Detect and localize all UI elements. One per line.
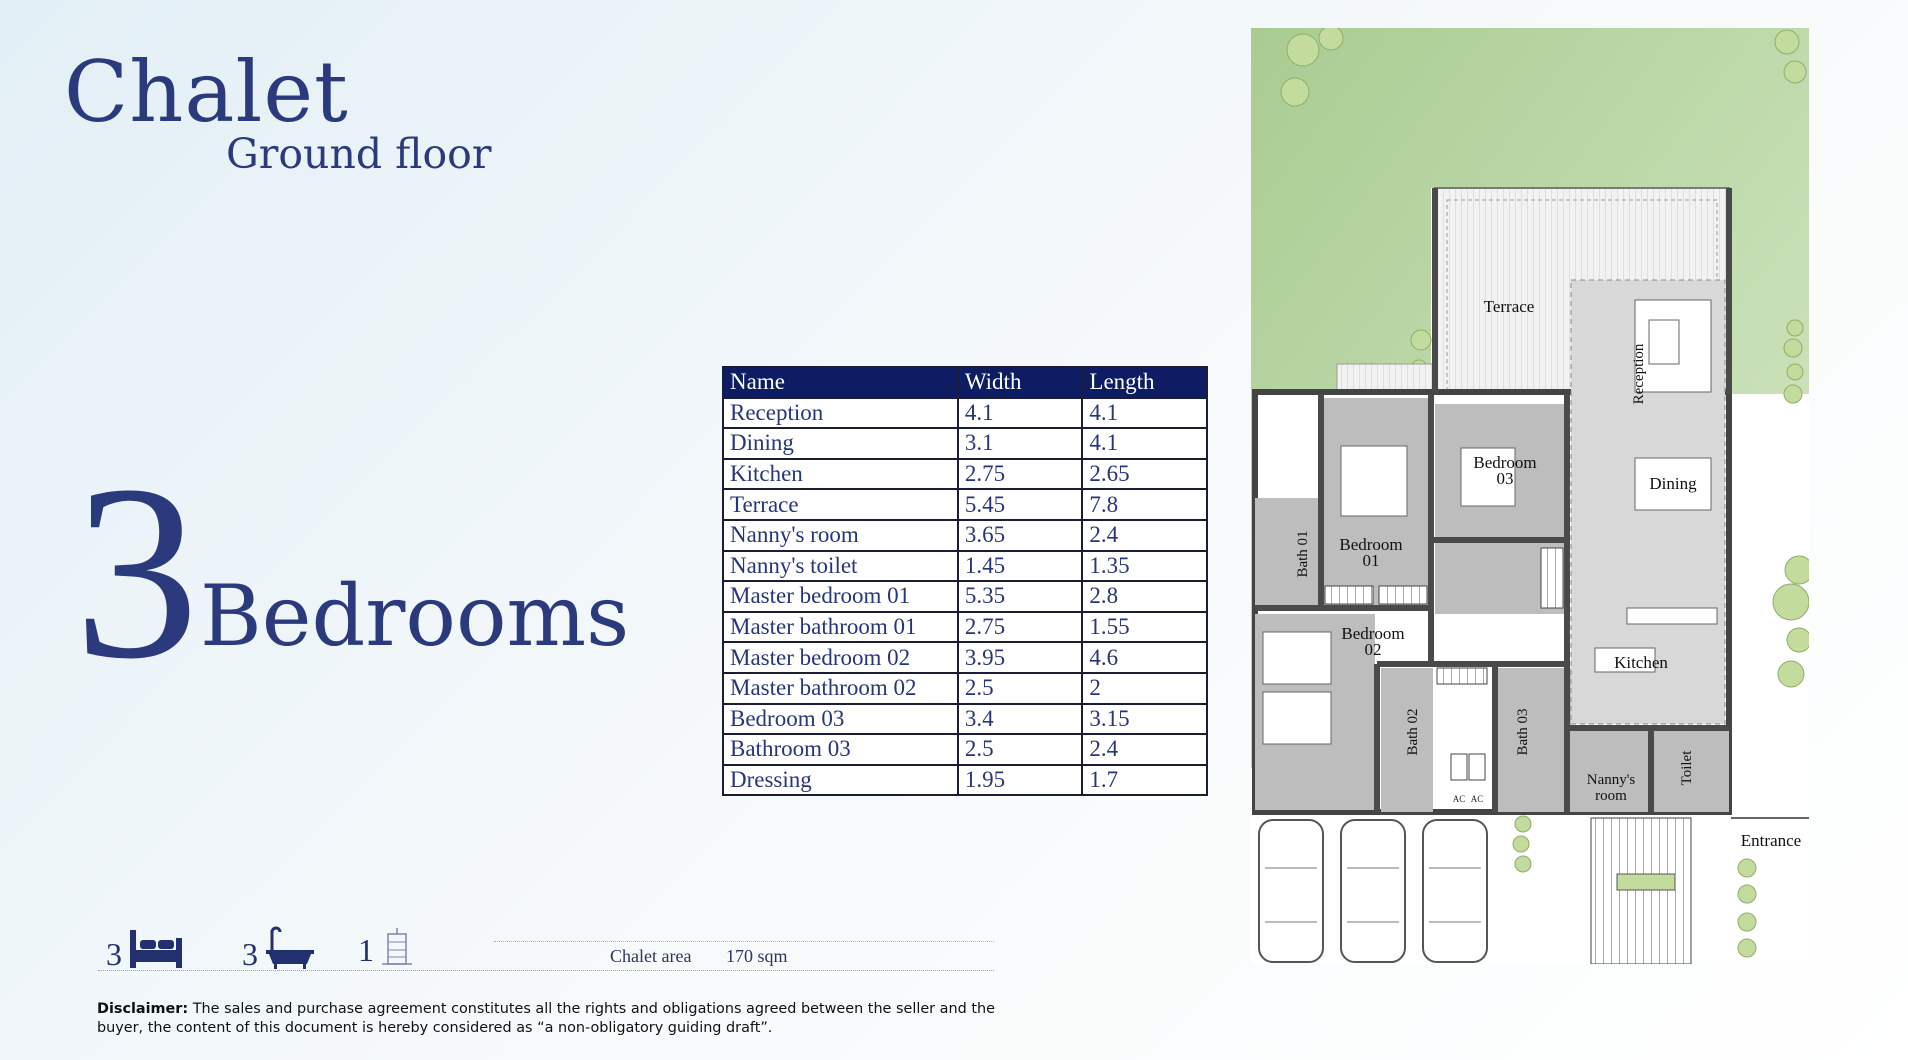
room-width: 3.65 <box>958 520 1083 551</box>
table-row <box>723 612 1207 643</box>
entrance-stairs <box>1591 818 1691 964</box>
room-name: Dressing <box>723 765 958 796</box>
floors-count: 1 <box>358 932 374 968</box>
table-row <box>723 581 1207 612</box>
table-row <box>723 673 1207 704</box>
room-width: 1.95 <box>958 765 1083 796</box>
label-bedroom02-number: 02 <box>1364 640 1382 659</box>
room-length: 1.55 <box>1082 612 1207 643</box>
room-width: 2.5 <box>958 673 1083 704</box>
room-width: 3.4 <box>958 704 1083 735</box>
label-reception: Reception <box>1631 343 1647 405</box>
label-bath03: Bath 03 <box>1515 708 1531 756</box>
room-name: Reception <box>723 398 958 429</box>
room-name: Bedroom 03 <box>723 704 958 735</box>
label-terrace: Terrace <box>1483 297 1535 316</box>
room-name: Nanny's toilet <box>723 551 958 582</box>
page-subtitle: Ground floor <box>226 130 492 178</box>
room-width: 1.45 <box>958 551 1083 582</box>
footer-divider <box>98 970 994 972</box>
column-header-name: Name <box>723 367 958 398</box>
planter <box>1617 874 1675 890</box>
room-length: 2.4 <box>1082 734 1207 765</box>
table-row <box>723 398 1207 429</box>
bathrooms-stat <box>242 926 316 970</box>
label-bedroom01: Bedroom <box>1339 535 1403 554</box>
table-header-row <box>723 367 1207 398</box>
label-bedroom01-number: 01 <box>1362 551 1380 570</box>
room-width: 4.1 <box>958 398 1083 429</box>
building-icon <box>380 926 414 966</box>
room-name: Master bathroom 01 <box>723 612 958 643</box>
label-bath01: Bath 01 <box>1295 530 1311 578</box>
table-row <box>723 642 1207 673</box>
room-length: 2.4 <box>1082 520 1207 551</box>
bedrooms-heading-label: Bedrooms <box>200 567 630 665</box>
label-bedroom03: Bedroom <box>1473 453 1537 472</box>
label-nanny-room: Nanny's <box>1586 772 1636 788</box>
column-header-length: Length <box>1082 367 1207 398</box>
bedrooms-count: 3 <box>106 936 122 972</box>
room-length: 2.65 <box>1082 459 1207 490</box>
room-width: 3.1 <box>958 428 1083 459</box>
room-name: Kitchen <box>723 459 958 490</box>
bed-icon <box>128 926 184 970</box>
label-bedroom03-number: 03 <box>1496 469 1514 488</box>
table-row <box>723 704 1207 735</box>
room-width: 2.5 <box>958 734 1083 765</box>
label-toilet: Toilet <box>1679 750 1695 786</box>
room-length: 2 <box>1082 673 1207 704</box>
bedrooms-stat <box>106 926 184 970</box>
label-kitchen: Kitchen <box>1614 653 1668 672</box>
room-name: Nanny's room <box>723 520 958 551</box>
room-width: 5.45 <box>958 489 1083 520</box>
room-name: Dining <box>723 428 958 459</box>
table-row <box>723 428 1207 459</box>
bathtub-icon <box>264 926 316 970</box>
label-dining: Dining <box>1649 474 1697 493</box>
room-length: 4.6 <box>1082 642 1207 673</box>
room-width: 3.95 <box>958 642 1083 673</box>
table-row <box>723 551 1207 582</box>
label-bath02: Bath 02 <box>1405 708 1421 756</box>
room-name: Master bathroom 02 <box>723 673 958 704</box>
floor-plan <box>1251 28 1809 964</box>
room-length: 7.8 <box>1082 489 1207 520</box>
room-name: Master bedroom 01 <box>723 581 958 612</box>
label-entrance: Entrance <box>1740 831 1802 850</box>
room-width: 2.75 <box>958 612 1083 643</box>
room-length: 1.7 <box>1082 765 1207 796</box>
column-header-width: Width <box>958 367 1083 398</box>
disclaimer-text: The sales and purchase agreement constitutes all the rights and obligations agreed between the seller and the buyer, the content of this document is hereby considered as “a non-obligatory guiding draft”. <box>97 1001 995 1036</box>
floors-stat <box>358 926 414 966</box>
page-title: Chalet <box>64 43 349 141</box>
room-name: Bathroom 03 <box>723 734 958 765</box>
room-length: 4.1 <box>1082 398 1207 429</box>
room-length: 3.15 <box>1082 704 1207 735</box>
area-value: 170 sqm <box>726 946 788 966</box>
label-nanny-room-line2: room <box>1595 788 1627 804</box>
disclaimer <box>97 1000 1017 1038</box>
room-width: 2.75 <box>958 459 1083 490</box>
room-length: 4.1 <box>1082 428 1207 459</box>
table-row <box>723 489 1207 520</box>
room-name: Terrace <box>723 489 958 520</box>
bathrooms-count: 3 <box>242 936 258 972</box>
area-label: Chalet area <box>610 946 692 966</box>
area-divider <box>494 941 994 943</box>
ac-label: AC <box>1470 794 1484 804</box>
bedroom-count-heading: 3 <box>74 434 199 711</box>
room-length: 1.35 <box>1082 551 1207 582</box>
room-name: Master bedroom 02 <box>723 642 958 673</box>
disclaimer-label: Disclaimer: <box>97 1001 189 1017</box>
table-row <box>723 734 1207 765</box>
ac-label: AC <box>1452 794 1466 804</box>
table-row <box>723 765 1207 796</box>
table-row <box>723 520 1207 551</box>
label-bedroom02: Bedroom <box>1341 624 1405 643</box>
terrace-steps <box>1337 364 1435 392</box>
car-outline <box>1259 820 1487 962</box>
room-dimensions-table <box>722 366 1208 796</box>
room-length: 2.8 <box>1082 581 1207 612</box>
room-width: 5.35 <box>958 581 1083 612</box>
table-row <box>723 459 1207 490</box>
